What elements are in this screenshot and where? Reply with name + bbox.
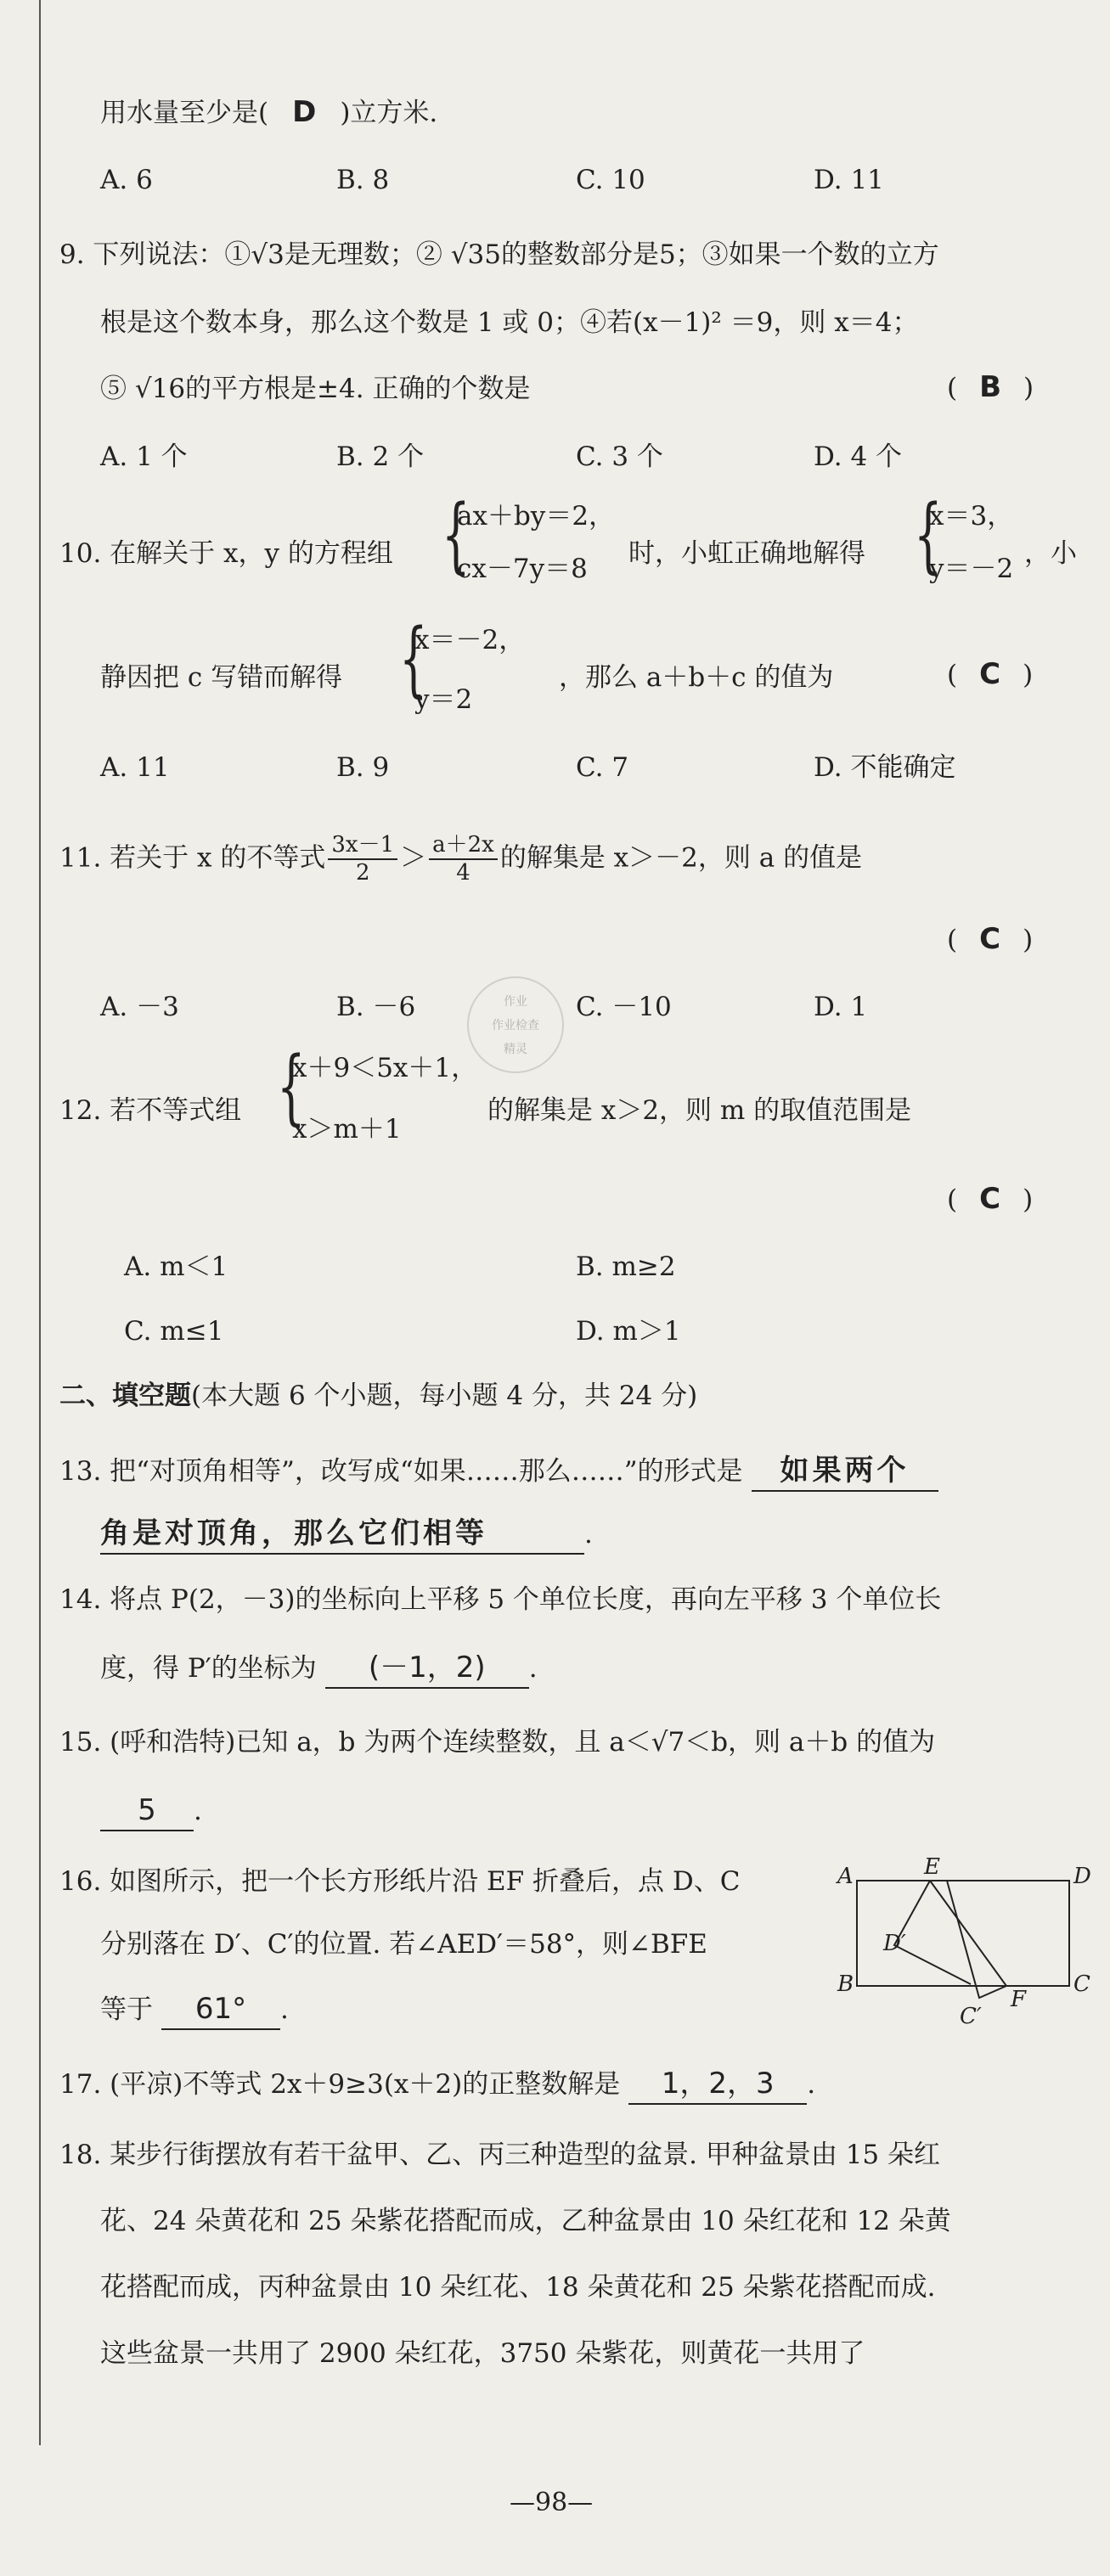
q10-line2-pre: 静因把 c 写错而解得: [100, 662, 343, 693]
q15-blank: 5: [100, 1793, 194, 1831]
q10-option-b: B. 9: [336, 752, 390, 783]
q8-answer: D: [292, 95, 317, 129]
q16-line1: 16. 如图所示，把一个长方形纸片沿 EF 折叠后，点 D、C: [59, 1866, 741, 1897]
watermark-stamp: 作业 作业检查 精灵: [467, 976, 564, 1073]
q12-post: 的解集是 x＞2，则 m 的取值范围是: [487, 1095, 912, 1126]
q18-line2: 花、24 朵黄花和 25 朵紫花搭配而成，乙种盆景由 10 朵红花和 12 朵黄: [100, 2206, 951, 2236]
q12-option-d: D. m＞1: [576, 1316, 681, 1347]
q16-line2: 分别落在 D′、C′的位置. 若∠AED′＝58°，则∠BFE: [100, 1929, 707, 1960]
q11-answer: C: [979, 922, 1001, 956]
q12-option-c: C. m≤1: [124, 1316, 224, 1347]
q9-line2: 根是这个数本身，那么这个数是 1 或 0；④若(x－1)² ＝9，则 x＝4；: [100, 307, 919, 338]
figure-label-d: D: [1073, 1864, 1091, 1889]
q13-blank-1: 如果两个: [752, 1454, 938, 1492]
q18-line3: 花搭配而成，丙种盆景由 10 朵红花、18 朵黄花和 25 朵紫花搭配而成.: [100, 2272, 936, 2303]
q10-end: ，小: [1024, 538, 1077, 569]
q9-option-c: C. 3 个: [576, 442, 663, 472]
q11-option-d: D. 1: [814, 992, 868, 1022]
q17-line1: 17. (平凉)不等式 2x＋9≥3(x＋2)的正整数解是 1，2，3 .: [59, 2067, 815, 2105]
q12-pre: 12. 若不等式组: [59, 1095, 242, 1126]
figure-label-c: C: [1073, 1971, 1090, 1997]
q18-line1: 18. 某步行街摆放有若干盆甲、乙、丙三种造型的盆景. 甲种盆景由 15 朵红: [59, 2140, 941, 2170]
q11-answer-bracket: ( C ): [947, 922, 1034, 956]
q13-line2: 角是对顶角，那么它们相等 .: [100, 1516, 593, 1555]
q9-option-d: D. 4 个: [814, 442, 903, 472]
q10-mid: 时，小虹正确地解得: [628, 538, 865, 569]
q14-line1: 14. 将点 P(2，－3)的坐标向上平移 5 个单位长度，再向左平移 3 个单位长: [59, 1584, 942, 1615]
q15-line1: 15. (呼和浩特)已知 a，b 为两个连续整数，且 a＜√7＜b，则 a＋b 的值为: [59, 1727, 936, 1758]
q12-option-b: B. m≥2: [576, 1251, 676, 1282]
q10-pre: 10. 在解关于 x，y 的方程组: [59, 538, 393, 569]
q10-option-c: C. 7: [576, 752, 629, 783]
q8-option-b: B. 8: [336, 165, 390, 195]
q8-option-a: A. 6: [100, 165, 153, 195]
section-2-heading: 二、填空题(本大题 6 个小题，每小题 4 分，共 24 分): [59, 1381, 698, 1411]
q16-blank: 61°: [161, 1992, 280, 2030]
q12-system: { x＋9＜5x＋1， x＞m＋1: [277, 1039, 478, 1145]
figure-label-a: A: [837, 1864, 854, 1889]
q9-answer-bracket: ( B ): [947, 370, 1034, 404]
q11-fraction-left: $\frac{3x-1}{2}$: [328, 832, 397, 886]
q10-line2-post: ，那么 a＋b＋c 的值为: [559, 662, 834, 693]
q8-option-c: C. 10: [576, 165, 645, 195]
q13-line1: 13. 把“对顶角相等”，改写成“如果……那么……”的形式是 如果两个: [59, 1454, 938, 1492]
q13-blank-2: 角是对顶角，那么它们相等: [100, 1516, 584, 1555]
q10-system-1: { ax＋by＝2， cx－7y＝8: [442, 487, 616, 584]
figure-label-e: E: [924, 1854, 940, 1880]
q14-blank: (－1，2): [325, 1651, 529, 1689]
q9-option-b: B. 2 个: [336, 442, 425, 472]
q11-option-b: B. －6: [336, 992, 416, 1022]
q12-answer: C: [979, 1182, 1001, 1216]
q14-line2: 度，得 P′的坐标为 (－1，2) .: [100, 1651, 538, 1689]
q10-system-3: { x＝－2， y＝2: [399, 611, 526, 715]
q9-option-a: A. 1 个: [100, 442, 188, 472]
q12-option-a: A. m＜1: [124, 1251, 228, 1282]
q18-line4: 这些盆景一共用了 2900 朵红花，3750 朵紫花，则黄花一共用了: [100, 2338, 865, 2369]
figure-label-c-prime: C′: [960, 2004, 982, 2029]
q10-answer-bracket: ( C ): [947, 657, 1034, 691]
q10-answer: C: [979, 657, 1001, 691]
figure-label-f: F: [1011, 1987, 1027, 2012]
q8-tail: 用水量至少是( D )立方米.: [100, 95, 438, 129]
margin-line: [39, 0, 41, 2445]
q11-option-a: A. －3: [100, 992, 179, 1022]
q15-line2: 5 .: [100, 1793, 202, 1831]
q10-option-a: A. 11: [100, 752, 170, 783]
q8-option-d: D. 11: [814, 165, 884, 195]
figure-label-b: B: [837, 1971, 854, 1997]
q16-line3: 等于 61° .: [100, 1992, 289, 2030]
q17-blank: 1，2，3: [628, 2067, 807, 2105]
q9-answer: B: [979, 370, 1002, 404]
q10-option-d: D. 不能确定: [814, 752, 956, 783]
q9-line3: ⑤ √16的平方根是±4. 正确的个数是: [100, 374, 531, 404]
q12-answer-bracket: ( C ): [947, 1182, 1034, 1216]
q10-system-2: { x＝3， y＝－2: [914, 487, 1014, 584]
q11-option-c: C. －10: [576, 992, 672, 1022]
figure-label-d-prime: D′: [883, 1931, 906, 1956]
q11-line: 11. 若关于 x 的不等式 $\frac{3x-1}{2}$ ＞ $\frac{a+2x}{4}$ 的解集是 x＞－2，则 a 的值是: [59, 832, 863, 886]
q11-fraction-right: $\frac{a+2x}{4}$: [429, 832, 498, 886]
page-number: —98—: [510, 2488, 594, 2517]
q9-line1: 9. 下列说法：①√3是无理数；② √35的整数部分是5；③如果一个数的立方: [59, 239, 939, 270]
